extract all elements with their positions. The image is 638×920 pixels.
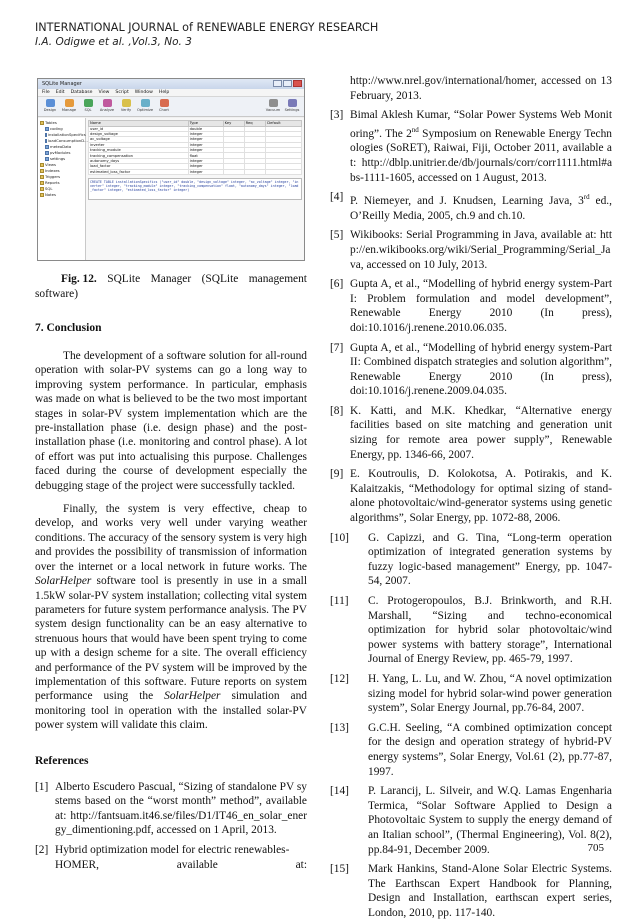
figure-tool-manage: Manage: [61, 99, 77, 114]
table-row: user_id double: [89, 126, 302, 131]
table-row: inverter integer: [89, 142, 302, 147]
journal-title: INTERNATIONAL JOURNAL of RENEWABLE ENERGY RESEARCH: [35, 21, 379, 34]
figure-toolbar: [38, 97, 304, 117]
sql-icon: [84, 99, 93, 107]
figure-tool-optimize: Optimize: [137, 99, 153, 114]
figure-label: Fig. 12.: [61, 273, 97, 285]
reference-item: [3] Bimal Aklesh Kumar, “Solar Power Systems Web Monitoring”. The 2nd Symposium on Renewable Energy Technologies (SoRET), Raiwai, Fiji, October 2011, available at: http://dblp.unitrier.de/db/journals/corr/corr1111.html#abs-1111-1605, accessed on 1 August, 2013.: [330, 109, 612, 184]
tree-item: Indexes: [40, 168, 84, 174]
reference-continuation: http://www.nrel.gov/international/homer, accessed on 13 February, 2013.: [350, 75, 612, 102]
table-row: ac_voltage integer: [89, 137, 302, 142]
tree-item: Triggers: [40, 174, 84, 180]
section-heading-conclusion: 7. Conclusion: [35, 322, 102, 334]
tree-item: settings: [40, 156, 84, 162]
figure-menu-window: Window: [134, 90, 153, 95]
table-icon: [45, 127, 49, 131]
tree-item: coding: [40, 126, 84, 132]
figure-tool-vacuum: Vacuum: [265, 99, 281, 114]
table-row: tracking_module integer: [89, 148, 302, 153]
figure-window-buttons: [273, 80, 302, 87]
table-row: estimated_loss_factor integer: [89, 169, 302, 174]
vacuum-icon: [269, 99, 278, 107]
table-icon: [45, 151, 49, 155]
figure-table-area: [86, 118, 304, 260]
analyze-icon: [103, 99, 112, 107]
tree-item: Views: [40, 162, 84, 168]
figure-columns-table: [88, 120, 302, 175]
figure-caption: [35, 272, 307, 302]
folder-icon: [40, 169, 44, 173]
figure-screenshot: [37, 78, 305, 261]
figure-object-tree: [38, 118, 86, 260]
table-row: load_factor integer: [89, 164, 302, 169]
table-icon: [45, 145, 49, 149]
page-number: 705: [587, 842, 604, 854]
minimize-icon: [273, 80, 282, 87]
tree-item: Notes: [40, 192, 84, 198]
figure-menu-file: File: [42, 90, 50, 95]
figure-sql-statement: CREATE TABLE installationSpecifics ("user_id" double, "design_voltage" integer, "ac_voltage" integer, "inverter" integer, "tracking_module" integer, "tracking_compensation" float, "autonomy_days" integer, "load_factor" integer, "estimated_loss_factor" integer): [88, 178, 302, 200]
reference-item: [11] C. Protogeropoulos, B.J. Brinkworth, and R.H. Marshall, “Sizing and techno-economical optimization for hybrid solar photovoltaic/wind power systems with battery storage”, International Journal of Energy Review, pp. 465-79, 1997.: [330, 595, 612, 666]
verify-icon: [122, 99, 131, 107]
column-header: Name: [89, 121, 189, 127]
column-header: Default: [266, 121, 302, 127]
folder-icon: [40, 163, 44, 167]
figure-menubar: [38, 89, 304, 97]
tree-item: SQL: [40, 186, 84, 192]
conclusion-paragraph-1: The development of a software solution for all-round operation with solar-PV systems can go a long way to improving system performance. In particular, emphasis was made on what is believed to be the two most important stages in solar-PV system implementation which are the pre-installation phase (i.e. design phase) and the post-installation phase (i.e. monitoring and control phase). A lot of effort was put into actualising this purpose. Challenges faced during the course of development especially the debugging stage of the project were successfully tackled.: [35, 350, 307, 492]
maximize-icon: [283, 80, 292, 87]
reference-item: [10] G. Capizzi, and G. Tina, “Long-term operation optimization of integrated generation systems by fuzzy logic-based management” Energy, pp. 1047-54, 2007.: [330, 531, 612, 588]
figure-window-titlebar: [38, 79, 304, 89]
table-row: tracking_compensation float: [89, 153, 302, 158]
reference-item: [5] Wikibooks: Serial Programming in Java, available at: http://en.wikibooks.org/wiki/Serial_Programming/Serial_Java, accessed on 10 July, 2013.: [330, 229, 612, 271]
reference-item: [2] Hybrid optimization model for electric renewables- HOMER, available at:: [35, 843, 307, 871]
table-icon: [45, 139, 47, 143]
figure-tool-design: Design: [42, 99, 58, 114]
table-icon: [45, 157, 49, 161]
figure-window-title: SQLite Manager: [42, 81, 82, 87]
folder-icon: [40, 121, 44, 125]
tree-item: Reports: [40, 180, 84, 186]
folder-icon: [40, 181, 44, 185]
conclusion-paragraph-2: Finally, the system is very effective, cheap to develop, and works very well under varying weather conditions. The accuracy of the sensory system is very high and provides the possibility of transmission of information over the internet or a local network in future works. The SolarHelper software tool is presently in use in a small 1.5kW solar-PV system installation; collecting vital system parameters for future system performance analysis. The PV system design functionality can be an easy alternative to strenuous hours that would have been spent trying to come up with a design scheme for a site. The overall efficiency and performance of the PV system will be improved by the implementation of this software. Future reports on system performance using the SolarHelper simulation and monitoring tool in operation with the installed solar-PV power system will validate this claim.: [35, 503, 307, 732]
author-line: I.A. Odigwe et al. ,Vol.3, No. 3: [35, 36, 192, 48]
table-row: autonomy_days integer: [89, 158, 302, 163]
tree-item: loadConsumptionD...: [40, 138, 84, 144]
reference-item: [7] Gupta A, et al., “Modelling of hybrid energy system-Part II: Combined dispatch strategies and solution algorithm”, Renewable Energy 2010 (In press), doi:10.1016/j.renene.2009.04.035.: [330, 341, 612, 398]
figure-tool-analyze: Analyze: [99, 99, 115, 114]
reference-item: [9] E. Koutroulis, D. Kolokotsa, A. Potirakis, and K. Kalaitzakis, “Methodology for optimal sizing of stand-alone photovoltaic/wind-generator systems using genetic algorithms”, Solar Energy, pp. 1072-88, 2006.: [330, 468, 612, 525]
table-row: design_voltage integer: [89, 131, 302, 136]
running-header: [35, 20, 378, 50]
reference-item: [15] Mark Hankins, Stand-Alone Solar Electric Systems. The Earthscan Expert Handbook for Planning, Design and Installation, earthscan expert series, London, 2010, pp. 117-140.: [330, 863, 612, 919]
folder-icon: [40, 193, 44, 197]
reference-item: [1] Alberto Escudero Pascual, “Sizing of standalone PV systems based on the “worst month” method”, available at: http://fantsuam.it46.se/files/D1/IT46_en_solar_energy_dimentioning.pdf, accessed on 1 April, 2013.: [35, 780, 307, 837]
close-icon: [293, 80, 302, 87]
design-icon: [46, 99, 55, 107]
figure-menu-database: Database: [70, 90, 93, 95]
manage-icon: [65, 99, 74, 107]
column-header: Key: [223, 121, 244, 127]
figure-tool-chart: Chart: [156, 99, 172, 114]
section-heading-references: References: [35, 754, 89, 767]
reference-item: [4] P. Niemeyer, and J. Knudsen, Learning Java, 3rd ed., O’Reilly Media, 2005, ch.9 and ch.10.: [330, 191, 612, 222]
chart-icon: [160, 99, 169, 107]
reference-item: [14] P. Larancij, L. Silveir, and W.Q. Lamas Engenharia Termica, “Solar Software Applied to Design a Photovoltaic System to supply the energy demand of an Italian school”, (Thermal Engineering), Vol. 8(2), pp.84-91, December 2009.: [330, 785, 612, 856]
figure-tool-settings: Settings: [284, 99, 300, 114]
figure-tool-sql: SQL: [80, 99, 96, 114]
left-column: [35, 78, 307, 872]
figure-caption-text: SQLite Manager (SQLite management software): [35, 273, 307, 300]
figure-tool-verify: Verify: [118, 99, 134, 114]
figure-menu-help: Help: [158, 90, 170, 95]
tree-item: installationSpecifics: [40, 132, 84, 138]
folder-icon: [40, 175, 44, 179]
optimize-icon: [141, 99, 150, 107]
tree-item: Tables: [40, 120, 84, 126]
tree-item: pvModules: [40, 150, 84, 156]
column-header: Type: [188, 121, 223, 127]
reference-item: [12] H. Yang, L. Lu, and W. Zhou, “A novel optimization sizing model for hybrid solar-wind power generation system”, Solar Energy Journal, pp.76-84, 2007.: [330, 672, 612, 715]
figure-body: [38, 118, 304, 260]
folder-icon: [40, 187, 44, 191]
figure-menu-view: View: [98, 90, 110, 95]
tree-item: meteoData: [40, 144, 84, 150]
right-column: [330, 74, 612, 920]
figure-menu-edit: Edit: [55, 90, 65, 95]
reference-item: [13] G.C.H. Seeling, “A combined optimization concept for the design and operation strategy of hybrid-PV energy systems”, Solar Energy, Vol.61 (2), pp.77-87, 1997.: [330, 721, 612, 778]
column-header: Req: [244, 121, 266, 127]
reference-item: [6] Gupta A, et al., “Modelling of hybrid energy system-Part I: Problem formulation and model development”, Renewable Energy 2010 (In press), doi:10.1016/j.renene.2010.06.035.: [330, 278, 612, 334]
reference-item: [8] K. Katti, and M.K. Khedkar, “Alternative energy facilities based on site matching and generation unit sizing for remote area power supply”, Renewable Energy, pp. 1346-66, 2007.: [330, 404, 612, 461]
gear-icon: [288, 99, 297, 107]
table-icon: [45, 133, 47, 137]
figure-menu-script: Script: [115, 90, 129, 95]
